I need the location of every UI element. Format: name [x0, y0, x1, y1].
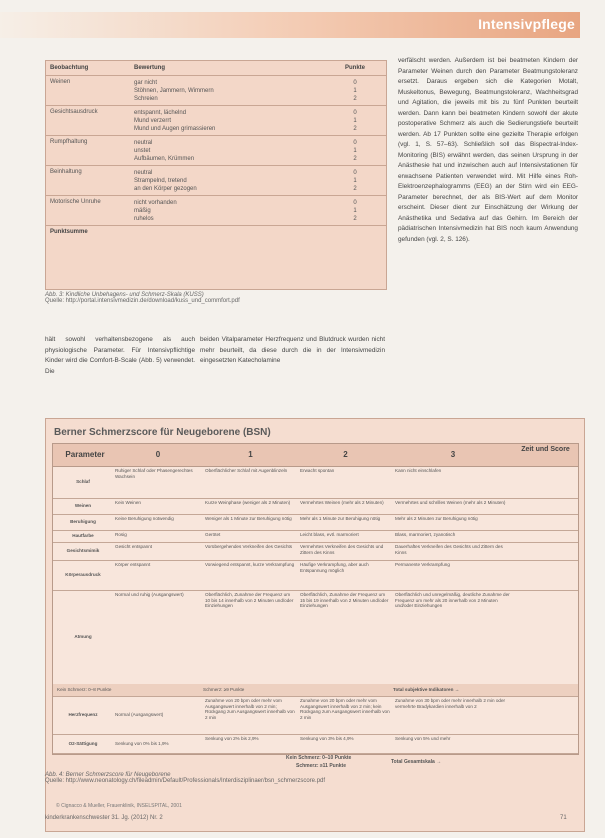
bsn-cell-1: Zunahme von 20 bpm oder mehr vom Ausgangswert innerhalb von 2 min; Rückgang zum Ausgangswert innerhalb von 2 min [205, 698, 295, 720]
kuss-point: 2 [353, 126, 357, 132]
bsn-total-pain: Schmerz: ≥11 Punkte [296, 763, 346, 769]
caption-bsn-source: Quelle: http://www.neonatology.ch/fileadmin/Default/Professionals/Interdisziplinaer/bsn_schmerzscore.pdf [45, 778, 326, 784]
bsn-col-1: 1 [248, 450, 253, 459]
kuss-row-points [324, 169, 386, 193]
bsn-cell-1: Gerötet [205, 532, 221, 537]
bsn-cell-3: Zunahme von 30 bpm oder mehr innerhalb 2 min oder vermehrte Bradykardien innerhalb von 2 [395, 698, 506, 709]
bsn-col-parameter: Parameter [65, 450, 105, 459]
kuss-row-label: Motorische Unruhe [50, 199, 101, 205]
bsn-cell-2: Vermehrtes Weinen (mehr als 2 Minuten) [300, 500, 384, 505]
caption-bsn-title: Abb. 4: Berner Schmerzscore für Neugeborene [45, 772, 171, 778]
kuss-item: mäßig [134, 208, 151, 214]
bsn-cell-0: Gesicht entspannt [115, 544, 153, 549]
bsn-cell-0: Senkung von 0% bis 1,9% [115, 740, 169, 746]
bsn-cell-2: Zunahme von 20 bpm oder mehr vom Ausgangswert innerhalb von 2 min; kein Rückgang zum Ausgangswert innerhalb von 2 min [300, 698, 390, 720]
kuss-point: 1 [353, 178, 357, 184]
kuss-row-points [324, 109, 386, 133]
kuss-header-row [46, 61, 386, 76]
bsn-cell-2: Oberflächlich, Zunahme der Frequenz um 15 bis 19 innerhalb von 2 Minuten und/oder Einziehungen [300, 592, 389, 609]
kuss-item: unstet [134, 148, 151, 154]
kuss-item: Stöhnen, Jammern, Wimmern [134, 88, 214, 94]
bsn-cell-0: Normal (Ausgangswert) [115, 712, 164, 717]
bsn-cell-3: Dauerhaftes Verkneifen des Gesichts und Zittern des Kinns [395, 544, 503, 555]
bsn-row [53, 542, 578, 561]
kuss-point: 2 [353, 216, 357, 222]
kuss-row-label: Gesichtsausdruck [50, 109, 98, 115]
bsn-cell-2: Mehr als 1 Minute zur Beruhigung nötig [300, 516, 381, 521]
kuss-row-items [134, 199, 324, 223]
bsn-row [53, 734, 578, 754]
kuss-row [46, 136, 386, 166]
bsn-copyright: © Cignacco & Mueller, Frauenklinik, INSELSPITAL, 2001 [56, 803, 182, 809]
kuss-point: 1 [353, 208, 357, 214]
bsn-cell-1: Oberflächlicher Schlaf mit Augenblinzeln [205, 468, 288, 473]
bsn-title: Berner Schmerzscore für Neugeborene (BSN) [54, 427, 271, 438]
bsn-row [53, 498, 578, 515]
kuss-item: ruhelos [134, 216, 154, 222]
bsn-cell-0: Kein Weinen [115, 500, 141, 505]
kuss-row-items [134, 139, 324, 163]
kuss-point: 0 [353, 200, 357, 206]
kuss-row-label: Weinen [50, 79, 71, 85]
kuss-row-items [134, 169, 324, 193]
kuss-point: 1 [353, 88, 357, 94]
bsn-cell-2: Leicht blass, evtl. marmoriert [300, 532, 359, 537]
kuss-point: 0 [353, 110, 357, 116]
kuss-point: 0 [353, 140, 357, 146]
bsn-cell-1: Vorübergehendes Verkneifen des Gesichts [205, 544, 293, 549]
bsn-cell-0: Ruhiger Schlaf oder Phasengerechtes Wachsein [115, 468, 193, 479]
bsn-cell-0: Normal und ruhig (Ausgangswert) [115, 592, 184, 597]
bsn-row-label: O2-Sättigung [68, 740, 98, 746]
bsn-col-0: 0 [155, 450, 161, 459]
bsn-table [45, 418, 585, 832]
bsn-cell-3: Senkung von 5% und mehr [395, 736, 451, 741]
bsn-row-label: Schlaf [76, 479, 90, 484]
kuss-col-rating: Bewertung [134, 65, 166, 71]
bsn-row-label: Weinen [74, 503, 92, 508]
kuss-row [46, 76, 386, 106]
bsn-subtotal-left: Kein Schmerz: 0–8 Punkte [57, 687, 112, 692]
bsn-cell-2: Erwacht spontan [300, 468, 335, 473]
kuss-row [46, 196, 386, 226]
bsn-cell-1: Weniger als 1 Minute zur Beruhigung nötig [205, 516, 292, 521]
kuss-item: Aufbäumen, Krümmen [134, 156, 195, 162]
bsn-header-row [53, 444, 578, 467]
bsn-grid [52, 443, 579, 755]
bsn-row-label: Körperausdruck [65, 572, 101, 577]
bsn-col-2: 2 [343, 450, 348, 459]
bsn-cell-2: Vermehrtes Verkneifen des Gesichts und Zittern des Kinns [300, 544, 384, 555]
bsn-cell-3: Vermehrtes und schrilles Weinen (mehr als 2 Minuten) [395, 500, 506, 505]
bsn-cell-3: Mehr als 2 Minuten zur Beruhigung nötig [395, 516, 478, 521]
kuss-item: nicht vorhanden [134, 200, 177, 206]
bsn-row-label: Beruhigung [70, 519, 96, 524]
bsn-row-label: Hautfarbe [72, 533, 94, 538]
kuss-row-label: Rumpfhaltung [50, 139, 88, 145]
kuss-point: 2 [353, 156, 357, 162]
footer-journal: kinderkrankenschwester 31. Jg. (2012) Nr. 2 [45, 815, 163, 821]
kuss-item: gar nicht [134, 80, 158, 86]
kuss-item: Mund und Augen grimassieren [134, 126, 216, 132]
kuss-point: 0 [353, 80, 357, 86]
bsn-cell-1: Vorwiegend entspannt, kurze Verkrampfung [205, 562, 295, 567]
bsn-row [53, 590, 578, 685]
kuss-row-points [324, 139, 386, 163]
bsn-cell-3: Blass, marmoriert, zyanotisch [395, 532, 456, 537]
kuss-item: entspannt, lächelnd [134, 110, 187, 116]
text-column-left: hält sowohl verhaltensbezogene als auch physiologische Parameter. Für Intensivpflichtige Kinder wird die Comfort-B-Scale (Abb. 5) verwendet. Die [45, 336, 195, 375]
kuss-row-items [134, 109, 324, 133]
kuss-item: Mund verzerrt [134, 118, 172, 124]
bsn-row-label: Gesichtsmimik [66, 548, 100, 553]
kuss-sum: Punktsumme [50, 229, 88, 235]
bsn-total-nopain: Kein Schmerz: 0–10 Punkte [286, 755, 352, 761]
bsn-cell-0: Rosig [115, 532, 127, 537]
kuss-row-label: Beinhaltung [50, 169, 82, 175]
kuss-point: 2 [353, 96, 357, 102]
kuss-point: 1 [353, 118, 357, 124]
bsn-row [53, 466, 578, 499]
kuss-row [46, 166, 386, 196]
kuss-point: 2 [353, 186, 357, 192]
bsn-cell-3: Oberflächlich und unregelmäßig, deutliche Zunahme der Frequenz um mehr als 20 innerhalb von 2 Minuten und/oder Einziehungen [395, 592, 510, 609]
bsn-row [53, 696, 578, 735]
bsn-cell-3: Permanente Verkrampfung [395, 562, 450, 567]
kuss-point: 0 [353, 170, 357, 176]
bsn-row [53, 560, 578, 591]
kuss-row [46, 106, 386, 136]
caption-kuss-title: Abb. 3: Kindliche Unbehagens- und Schmerz-Skala (KUSS) [45, 292, 204, 298]
bsn-cell-0: Keine Beruhigung notwendig [115, 516, 174, 521]
kuss-item: neutral [134, 140, 153, 146]
text-column-middle: beiden Vitalparameter Herzfrequenz und Blutdruck wurden nicht mehr beurteilt, da diese durch die in der Intensivmedizin eingesetzten Katecholamine [200, 336, 385, 364]
bsn-cell-3: Kann nicht einschlafen [395, 468, 442, 473]
kuss-item: neutral [134, 170, 153, 176]
bsn-col-3: 3 [450, 450, 456, 459]
kuss-col-points: Punkte [344, 65, 365, 71]
bsn-row [53, 514, 578, 531]
bsn-subtotal-right: Total subjektive Indikatoren → [393, 687, 460, 692]
bsn-col-time-score: Zeit und Score [521, 446, 570, 453]
bsn-total-grand: Total Gesamtskala → [391, 759, 442, 765]
bsn-row-label: Atmung [74, 634, 92, 639]
kuss-table [45, 60, 387, 290]
kuss-item: Schreien [134, 96, 158, 102]
bsn-cell-2: Häufige Verkrampfung, aber auch Entspannung möglich [300, 562, 369, 573]
kuss-item: Strampelnd, tretend [134, 178, 187, 184]
caption-kuss [45, 292, 385, 304]
kuss-point: 1 [353, 148, 357, 154]
bsn-row-label: Herzfrequenz [68, 712, 98, 717]
bsn-cell-1: Kurze Weinphase (weniger als 2 Minuten) [205, 500, 291, 505]
bsn-cell-1: Senkung von 2% bis 2,9% [205, 736, 259, 741]
caption-bsn [45, 772, 325, 784]
kuss-row-items [134, 79, 324, 103]
kuss-row-points [324, 79, 386, 103]
bsn-cell-1: Oberflächlich, Zunahme der Frequenz um 10 bis 14 innerhalb von 2 Minuten und/oder Einziehungen [205, 592, 294, 609]
kuss-item: an den Körper gezogen [134, 186, 197, 192]
kuss-row-points [324, 199, 386, 223]
bsn-cell-0: Körper entspannt [115, 562, 151, 567]
bsn-subtotal-mid: Schmerz: ≥9 Punkte [203, 687, 245, 692]
page-number: 71 [560, 815, 567, 821]
kuss-col-observation: Beobachtung [50, 65, 89, 71]
text-column-right: verfälscht werden. Außerdem ist bei beatmeten Kindern der Parameter Weinen durch den Parameter Beatmungstoleranz ersetzt. Daraus ergeben sich die Kategorien Motalt, Muskeltonus, Bewegung, Beatmungstoleranz, Wachheitsgrad und Agitation, die jeweils mit bis zu fünf Punkten beurteilt werden. Dann kann bei beatmeten Kindern sowohl der akute postoperative Schmerz als auch die Sedierungstiefe beurteilt werden. Ab 17 Punkten sollte eine gezielte Therapie erfolgen (vgl. 1, S. 57–63). Schließlich soll das Bispectral-Index-Monitoring (BIS) erwähnt werden, das seinen Ursprung in der Anästhesie hat und inzwischen auch auf Intensivstationen für erwachsene Patienten verwendet wird. Mit Hilfe eines Roh-Elektroenzephalogramms (EEG) an der Stirn wird ein EEG-Parameter berechnet, der als BIS-Wert auf dem Monitor erscheint. Dieser dient zur Einschätzung der Wirkung der Anästhetika und Sedativa auf das Gehirn. Im Bereich der pädiatrischen Intensivmedizin hat BIS noch kaum Anwendung gefunden (vgl. 2, S. 126). [398, 57, 578, 243]
section-title: Intensivpflege [478, 16, 575, 32]
caption-kuss-source: Quelle: http://portal.intensivmedizin.de/download/kuss_und_commfort.pdf [45, 298, 240, 304]
bsn-cell-2: Senkung von 3% bis 4,9% [300, 736, 354, 741]
